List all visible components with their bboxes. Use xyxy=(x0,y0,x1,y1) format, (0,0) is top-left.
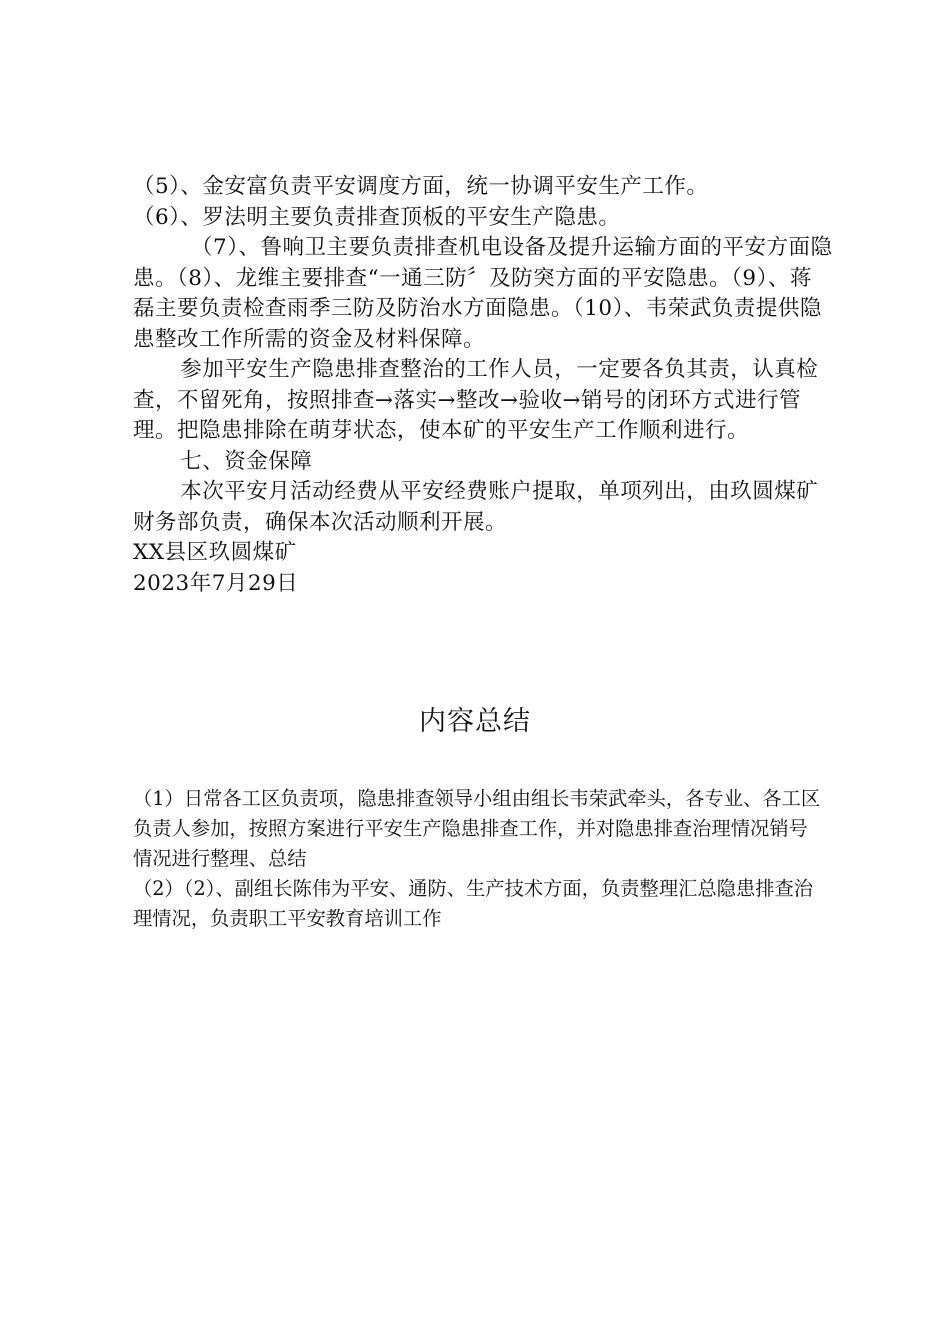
paragraph-funding: 本次平安月活动经费从平安经费账户提取，单项列出，由玖圆煤矿财务部负责，确保本次活动顺利开展。 xyxy=(133,479,819,535)
document-body xyxy=(133,172,833,599)
signature-organization: XX县区玖圆煤矿 xyxy=(133,540,297,565)
paragraph-staff-duty: 参加平安生产隐患排查整治的工作人员，一定要各负其责，认真检查，不留死角，按照排查→落实→整改→验收→销号的闭环方式进行管理。把隐患排除在萌芽状态，使本矿的平安生产工作顺利进行。 xyxy=(133,357,819,443)
paragraph-7-10: （7）、鲁响卫主要负责排查机电设备及提升运输方面的平安方面隐患。（8）、龙维主要排查“一通三防〞及防突方面的平安隐患。（9）、蒋磊主要负责检查雨季三防及防治水方面隐患。（10）、韦荣武负责提供隐患整改工作所需的资金及材料保障。 xyxy=(133,235,833,352)
summary-item-1: （1）日常各工区负责项，隐患排查领导小组由组长韦荣武牵头，各专业、各工区负责人参加，按照方案进行平安生产隐患排查工作，并对隐患排查治理情况销号情况进行整理、总结 xyxy=(133,787,821,870)
summary-title: 内容总结 xyxy=(419,706,531,737)
paragraph-6: （6）、罗法明主要负责排查顶板的平安生产隐患。 xyxy=(133,204,621,230)
section-heading-funding: 七、资金保障 xyxy=(180,448,313,474)
signature-date: 2023年7月29日 xyxy=(133,570,299,596)
paragraph-5: （5）、金安富负责平安调度方面，统一协调平安生产工作。 xyxy=(133,174,709,199)
summary-item-2: （2）（2）、副组长陈伟为平安、通防、生产技术方面，负责整理汇总隐患排查治理情况，负责职工平安教育培训工作 xyxy=(133,877,814,930)
summary-body xyxy=(133,784,823,934)
